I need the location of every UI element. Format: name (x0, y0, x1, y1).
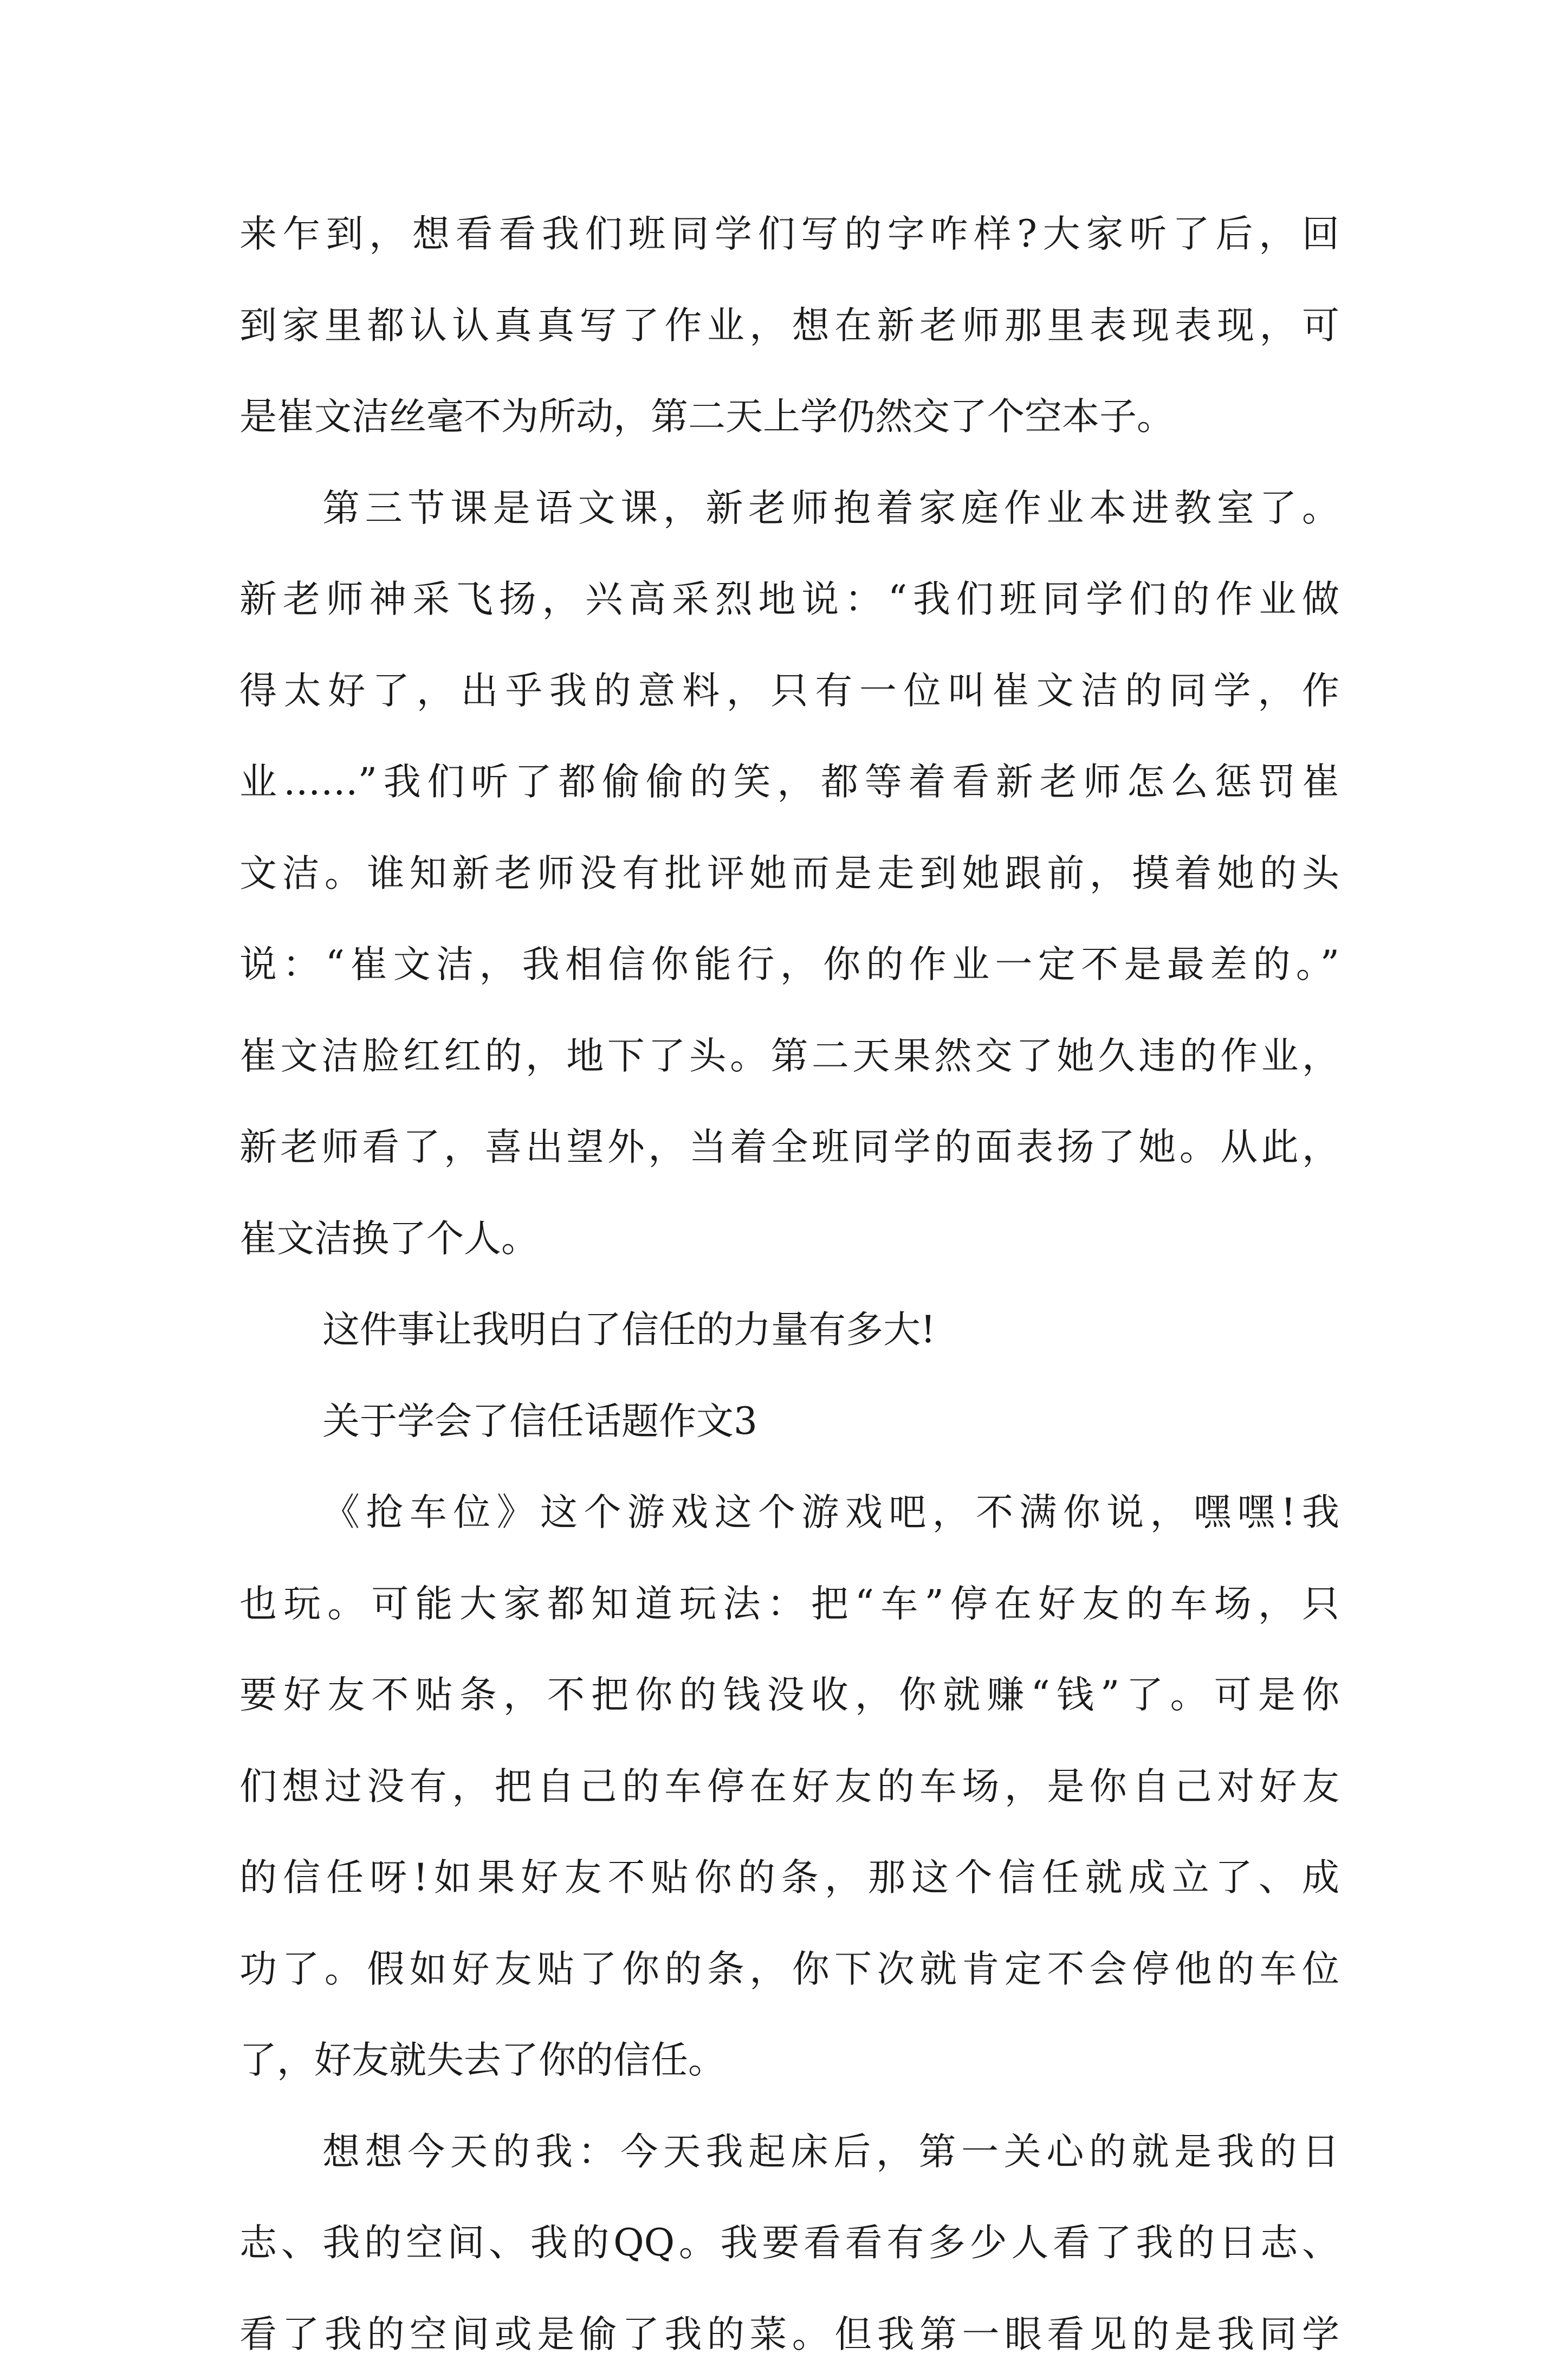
text-line: 到家里都认认真真写了作业，想在新老师那里表现表现，可 (239, 280, 1339, 372)
text-line: 《抢车位》这个游戏这个游戏吧，不满你说，嘿嘿!我 (239, 1467, 1339, 1558)
text-line: 是崔文洁丝毫不为所动，第二天上学仍然交了个空本子。 (239, 371, 1339, 463)
text-line: 说：“崔文洁，我相信你能行，你的作业一定不是最差的。” (239, 919, 1339, 1011)
text-line: 看了我的空间或是偷了我的菜。但我第一眼看见的是我同学 (239, 2289, 1339, 2380)
text-line: 来乍到，想看看我们班同学们写的字咋样?大家听了后，回 (239, 189, 1339, 280)
text-line: 要好友不贴条，不把你的钱没收，你就赚“钱”了。可是你 (239, 1650, 1339, 1741)
text-line: 崔文洁脸红红的，地下了头。第二天果然交了她久违的作业， (239, 1011, 1339, 1102)
document-body (239, 189, 1339, 2380)
text-line: 也玩。可能大家都知道玩法：把“车”停在好友的车场，只 (239, 1558, 1339, 1650)
text-line: 崔文洁换了个人。 (239, 1193, 1339, 1285)
text-line: 这件事让我明白了信任的力量有多大! (239, 1284, 1339, 1376)
text-line: 第三节课是语文课，新老师抱着家庭作业本进教室了。 (239, 463, 1339, 554)
text-line: 志、我的空间、我的QQ。我要看看有多少人看了我的日志、 (239, 2197, 1339, 2289)
text-line: 的信任呀!如果好友不贴你的条，那这个信任就成立了、成 (239, 1832, 1339, 1924)
text-line: 得太好了，出乎我的意料，只有一位叫崔文洁的同学，作 (239, 645, 1339, 737)
section-heading: 关于学会了信任话题作文3 (239, 1376, 1339, 1467)
text-line: 们想过没有，把自己的车停在好友的车场，是你自己对好友 (239, 1741, 1339, 1833)
text-line: 新老师神采飞扬，兴高采烈地说：“我们班同学们的作业做 (239, 554, 1339, 645)
text-line: 想想今天的我：今天我起床后，第一关心的就是我的日 (239, 2106, 1339, 2198)
text-line: 业……”我们听了都偷偷的笑，都等着看新老师怎么惩罚崔 (239, 736, 1339, 828)
text-line: 新老师看了，喜出望外，当着全班同学的面表扬了她。从此， (239, 1102, 1339, 1193)
text-line: 了，好友就失去了你的信任。 (239, 2015, 1339, 2106)
text-line: 功了。假如好友贴了你的条，你下次就肯定不会停他的车位 (239, 1924, 1339, 2015)
text-line: 文洁。谁知新老师没有批评她而是走到她跟前，摸着她的头 (239, 828, 1339, 920)
